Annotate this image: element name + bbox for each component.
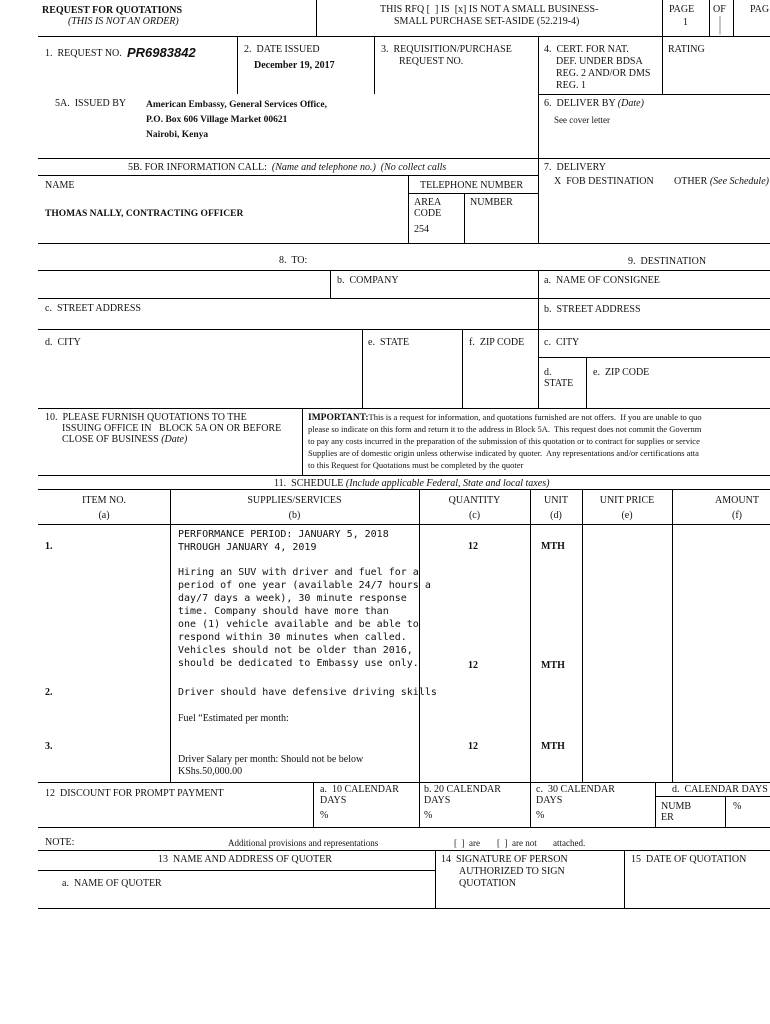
note-are: [ ] are: [454, 838, 480, 848]
important-line3: to pay any costs incurred in the preparation of the submission of this quotation or to contract for supplies or service: [308, 436, 700, 446]
signature-line3: QUOTATION: [459, 878, 516, 889]
discount-10-line2: DAYS: [320, 795, 347, 806]
delivery-label: 7. DELIVERY: [544, 162, 606, 173]
col-amount-header: AMOUNT: [715, 495, 759, 506]
info-call-label: 5B. FOR INFORMATION CALL:: [128, 162, 267, 173]
cert-line3: REG. 2 AND/OR DMS: [556, 68, 651, 79]
discount-20-line2: DAYS: [424, 795, 451, 806]
dest-state-d: d.: [544, 367, 552, 378]
col-item-header: ITEM NO.: [82, 495, 126, 506]
of-label: OF: [713, 4, 726, 15]
requisition-label1: 3. REQUISITION/PURCHASE: [381, 44, 512, 55]
important-line4: Supplies are of domestic origin unless otherwise indicated by quoter. Any representations and/or certifications atta: [308, 448, 699, 458]
col-amount-sub: (f): [732, 510, 742, 521]
discount-30-line1: c. 30 CALENDAR: [536, 784, 615, 795]
item1-qty-a: 12: [468, 541, 478, 552]
col-qty-header: QUANTITY: [448, 495, 501, 506]
important-label: IMPORTANT:: [308, 413, 369, 423]
to-street-label: c. STREET ADDRESS: [45, 303, 141, 314]
discount-20-line1: b. 20 CALENDAR: [424, 784, 501, 795]
cert-line4: REG. 1: [556, 80, 586, 91]
furnish-line1: 10. PLEASE FURNISH QUOTATIONS TO THE: [45, 412, 247, 423]
important-line5: to this Request for Quotations must be completed by the quoter: [308, 460, 524, 470]
discount-er: ER: [661, 812, 674, 823]
item2-fuel: Fuel “Estimated per month:: [178, 713, 289, 724]
note-attached: attached.: [553, 838, 586, 848]
discount-label: 12 DISCOUNT FOR PROMPT PAYMENT: [45, 788, 224, 799]
item1-unit-b: MTH: [541, 660, 565, 671]
area-code-label2: CODE: [414, 208, 442, 219]
page-label: PAGE: [669, 4, 695, 15]
dest-street-label: b. STREET ADDRESS: [544, 304, 641, 315]
request-no-value: PR6983842: [127, 45, 196, 60]
discount-30-pct: %: [536, 810, 545, 821]
performance-period: PERFORMANCE PERIOD: JANUARY 5, 2018 THROUGH JANUARY 4, 2019: [178, 529, 389, 553]
item1-no: 1.: [45, 541, 53, 552]
dest-city-label: c. CITY: [544, 337, 580, 348]
telephone-label: TELEPHONE NUMBER: [420, 180, 524, 191]
item1-qty-b: 12: [468, 660, 478, 671]
furnish-line3: CLOSE OF BUSINESS: [62, 434, 159, 445]
item3-no: 3.: [45, 741, 53, 752]
info-call-hint: (Name and telephone no.) (No collect calls: [271, 162, 447, 173]
col-supplies-sub: (b): [288, 510, 301, 521]
issued-by-line2: P.O. Box 606 Village Market 00621: [146, 115, 288, 125]
to-label: 8. TO:: [279, 255, 308, 266]
date-issued-label: 2. DATE ISSUED: [244, 44, 320, 55]
fob-destination: X FOB DESTINATION: [554, 176, 654, 187]
rating-label: RATING: [668, 44, 705, 55]
important-line1: This is a request for information, and quotations furnished are not offers. If you are unable to quo: [368, 412, 702, 422]
cert-line1: 4. CERT. FOR NAT.: [544, 44, 629, 55]
item1-unit-a: MTH: [541, 541, 565, 552]
furnish-date-hint: (Date): [161, 434, 188, 445]
form-title: REQUEST FOR QUOTATIONS: [42, 5, 183, 16]
discount-10-line1: a. 10 CALENDAR: [320, 784, 399, 795]
item2-description: Driver should have defensive driving skills: [178, 687, 437, 698]
deliver-by-value: See cover letter: [554, 115, 610, 125]
small-business-line2: SMALL PURCHASE SET-ASIDE (52.219-4): [394, 16, 580, 27]
furnish-line2: ISSUING OFFICE IN BLOCK 5A ON OR BEFORE: [62, 423, 282, 434]
issued-by-label: 5A. ISSUED BY: [55, 98, 127, 109]
quoter-name-label: a. NAME OF QUOTER: [62, 878, 162, 889]
of-divider: | |: [719, 15, 722, 35]
name-label: NAME: [45, 180, 75, 191]
col-item-sub: (a): [98, 510, 110, 521]
consignee-label: a. NAME OF CONSIGNEE: [544, 275, 660, 286]
date-issued-value: December 19, 2017: [254, 60, 335, 71]
request-no-label: 1. REQUEST NO.: [45, 48, 122, 59]
col-unit-header: UNIT: [544, 495, 568, 506]
col-qty-sub: (c): [468, 510, 481, 521]
to-state-label: e. STATE: [368, 337, 410, 348]
discount-30-line2: DAYS: [536, 795, 563, 806]
discount-20-pct: %: [424, 810, 433, 821]
schedule-hint: (Include applicable Federal, State and local taxes): [345, 478, 550, 489]
to-zip-label: f. ZIP CODE: [469, 337, 525, 348]
col-price-header: UNIT PRICE: [599, 495, 655, 506]
pages-label: PAG: [750, 4, 770, 15]
note-provisions: Additional provisions and representations: [228, 838, 379, 848]
important-line2: please so indicate on this form and return it to the address in Block 5A. This request does not commit the Governm: [308, 424, 702, 434]
page-value: 1: [683, 17, 688, 28]
destination-label: 9. DESTINATION: [628, 256, 707, 267]
schedule-title: 11. SCHEDULE: [274, 478, 344, 489]
discount-days-pct: %: [733, 801, 742, 812]
col-price-sub: (e): [621, 510, 633, 521]
col-unit-sub: (d): [550, 510, 562, 521]
dest-zip-label: e. ZIP CODE: [593, 367, 650, 378]
item3-qty: 12: [468, 741, 478, 752]
area-code-value: 254: [414, 224, 429, 235]
discount-numb: NUMB: [661, 801, 692, 812]
other-hint: (See Schedule): [709, 176, 769, 187]
item1-description: Hiring an SUV with driver and fuel for a period of one year (available 24/7 hours a day/7 days a week), 30 minute response time. Company should have more than one (1) vehicle available and be able to respond within 30 minutes when called. Vehicles should not be older than 2016, should be dedicated to Embassy use only.: [178, 567, 431, 669]
col-supplies-header: SUPPLIES/SERVICES: [247, 495, 342, 506]
deliver-by-label: 6. DELIVER BY: [544, 98, 616, 109]
item3-unit: MTH: [541, 741, 565, 752]
issued-by-line1: American Embassy, General Services Office,: [146, 100, 327, 110]
item3-desc2: KShs.50,000.00: [178, 766, 243, 777]
company-label: b. COMPANY: [337, 275, 399, 286]
deliver-by-date-hint: (Date): [617, 98, 644, 109]
number-label: NUMBER: [470, 197, 513, 208]
requisition-label2: REQUEST NO.: [399, 56, 464, 67]
other-label: OTHER: [674, 176, 708, 187]
issued-by-line3: Nairobi, Kenya: [146, 130, 209, 140]
note-label: NOTE:: [45, 837, 75, 848]
small-business-line1: THIS RFQ [ ] IS [x] IS NOT A SMALL BUSINESS-: [380, 4, 599, 15]
signature-line2: AUTHORIZED TO SIGN: [459, 866, 565, 877]
quotation-date-label: 15 DATE OF QUOTATION: [631, 854, 747, 865]
form-subtitle: (THIS IS NOT AN ORDER): [68, 16, 179, 27]
discount-days-line1: d. CALENDAR DAYS: [672, 784, 768, 795]
item2-no: 2.: [45, 687, 53, 698]
discount-10-pct: %: [320, 810, 329, 821]
item3-desc1: Driver Salary per month: Should not be below: [178, 754, 364, 765]
contact-name: THOMAS NALLY, CONTRACTING OFFICER: [45, 209, 244, 219]
quoter-address-label: 13 NAME AND ADDRESS OF QUOTER: [158, 854, 332, 865]
to-city-label: d. CITY: [45, 337, 81, 348]
note-are-not: [ ] are not: [497, 838, 537, 848]
cert-line2: DEF. UNDER BDSA: [556, 56, 643, 67]
dest-state-label: STATE: [544, 378, 574, 389]
area-code-label1: AREA: [414, 197, 442, 208]
signature-line1: 14 SIGNATURE OF PERSON: [441, 854, 568, 865]
